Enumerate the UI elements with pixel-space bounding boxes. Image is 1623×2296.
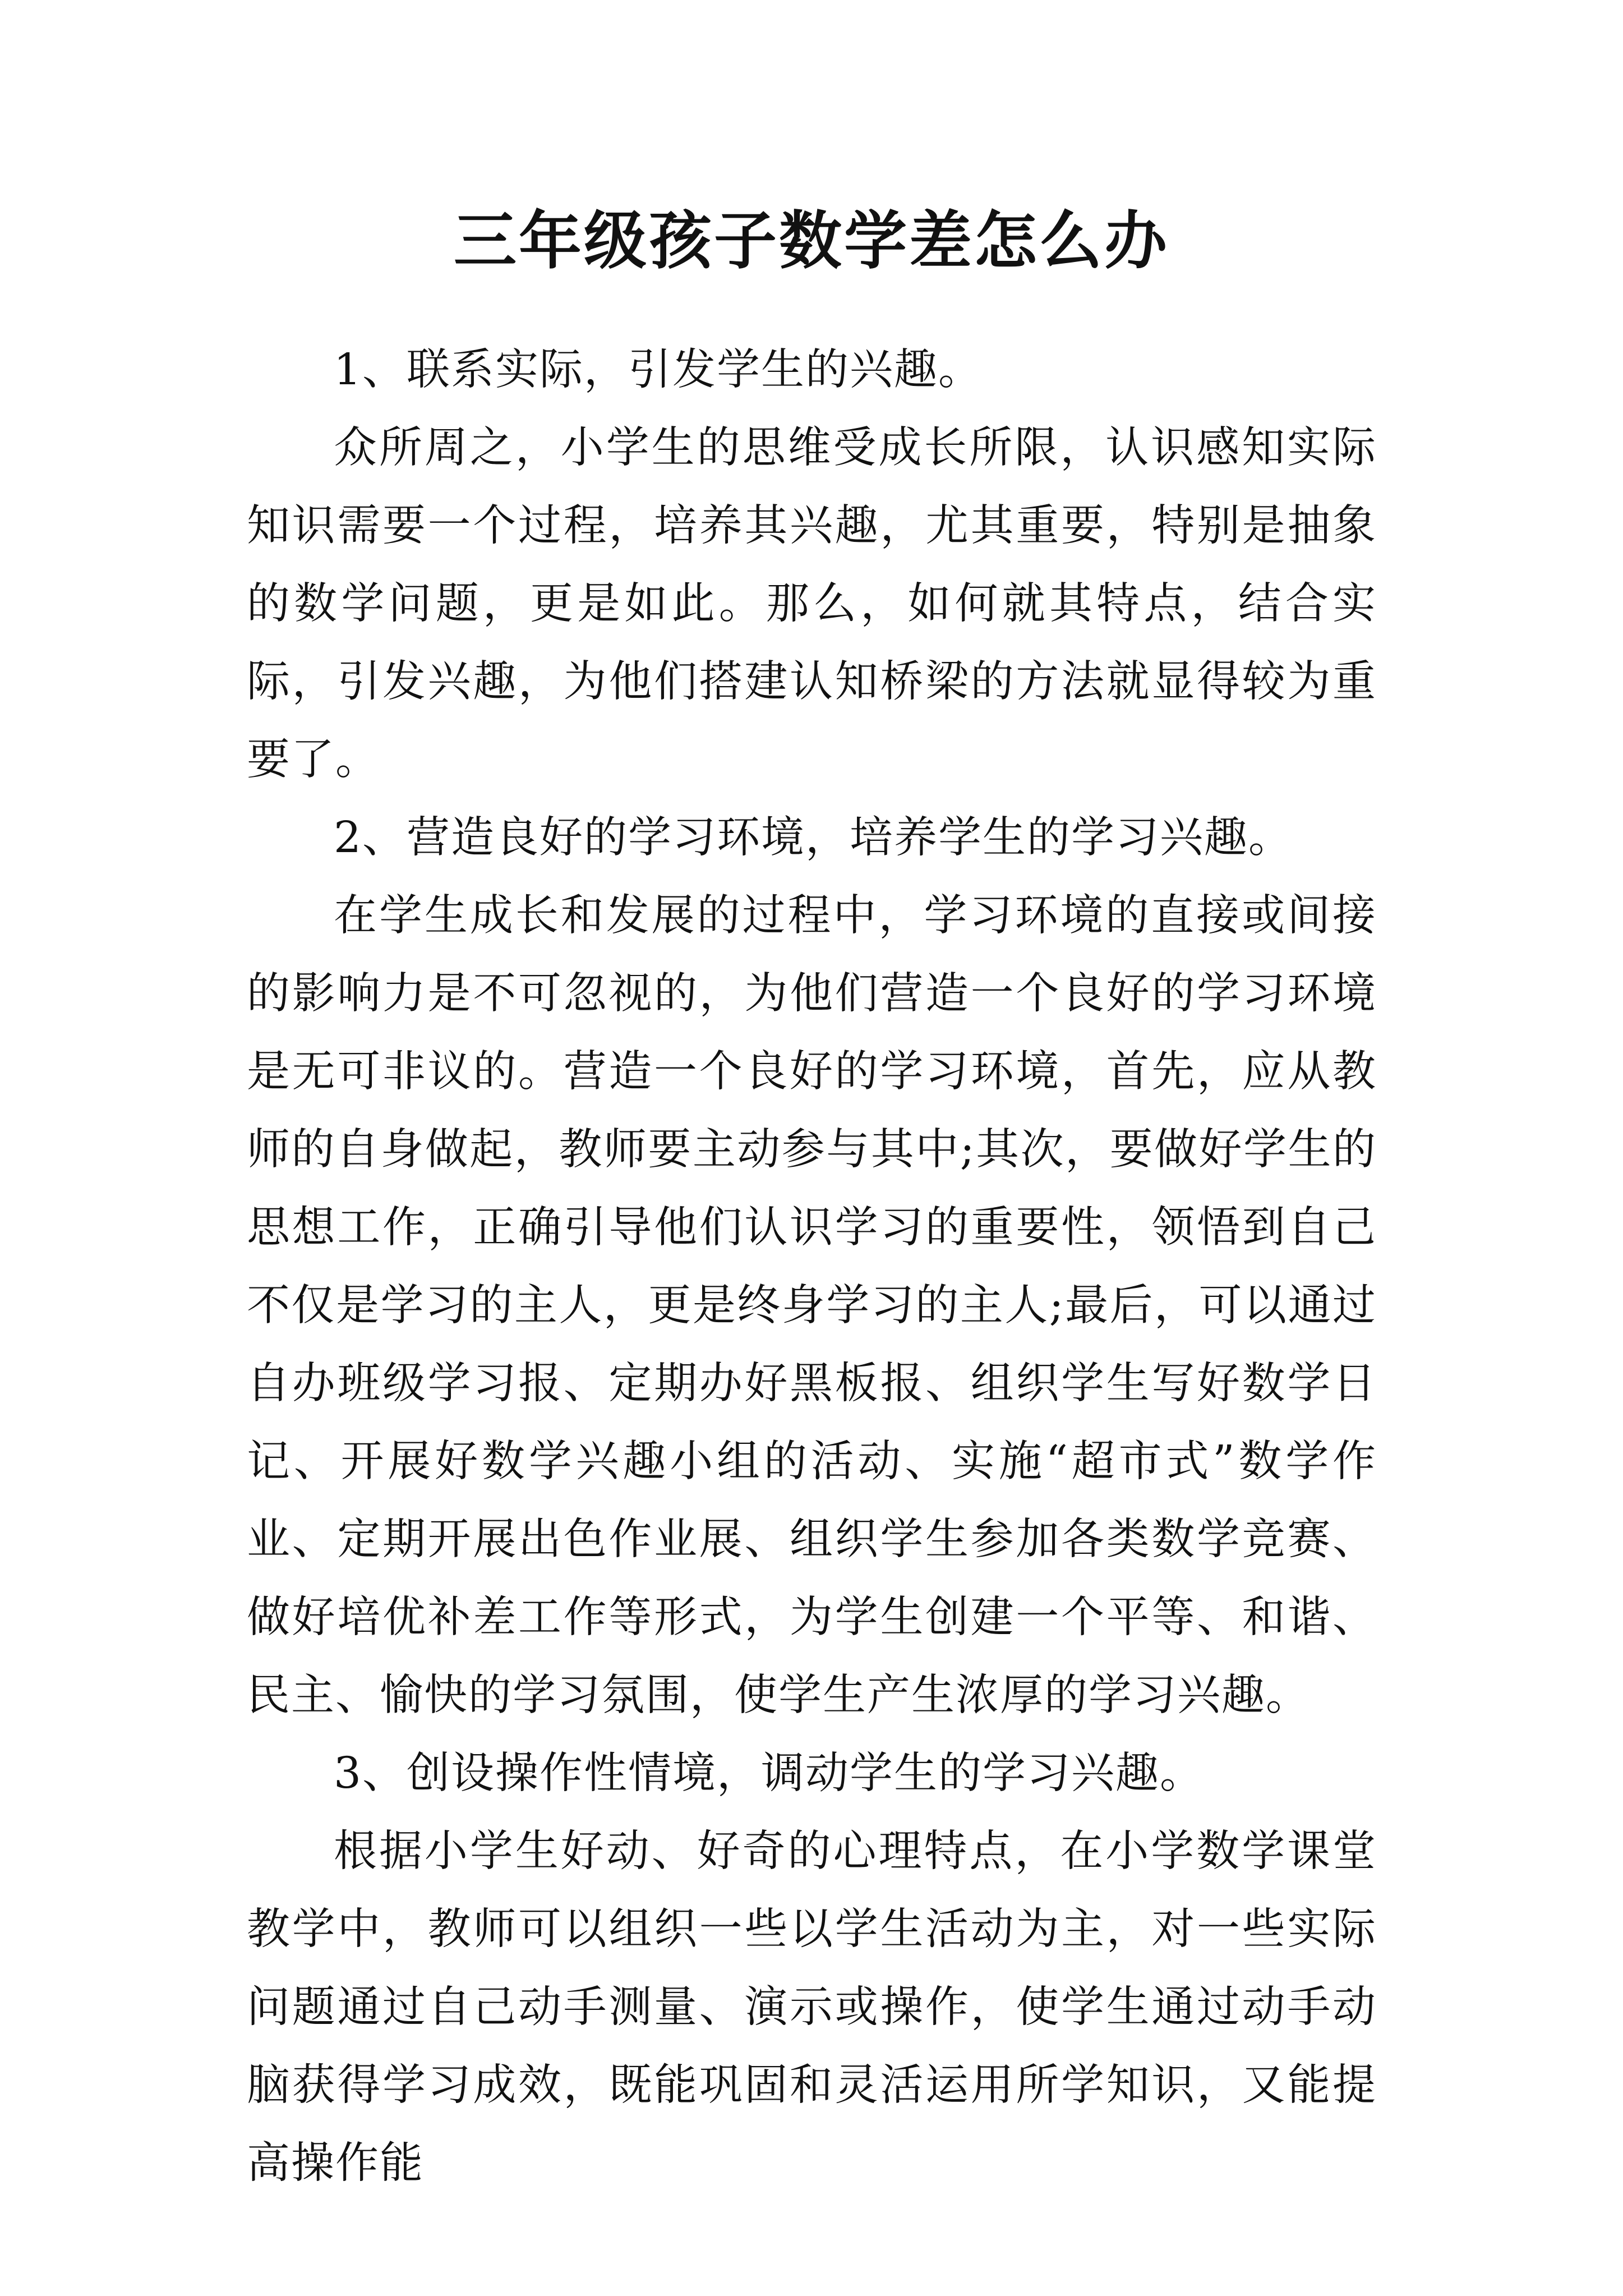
heading-3: 3、创设操作性情境，调动学生的学习兴趣。 <box>334 1749 1204 1798</box>
heading-2: 2、营造良好的学习环境，培养学生的学习兴趣。 <box>334 813 1293 863</box>
heading-1: 1、联系实际，引发学生的兴趣。 <box>334 345 983 395</box>
paragraph-2: 在学生成长和发展的过程中，学习环境的直接或间接的影响力是不可忽视的，为他们营造一个良好的学习环境是无可非议的。营造一个良好的学习环境，首先，应从教师的自身做起，教师要主动参与其中;其次，要做好学生的思想工作，正确引导他们认识学习的重要性，领悟到自己不仅是学习的主人，更是终身学习的主人;最后，可以通过自办班级学习报、定期办好黑板报、组织学生写好数学日记、开展好数学兴趣小组的活动、实施“超市式”数学作业、定期开展出色作业展、组织学生参加各类数学竞赛、做好培优补差工作等形式，为学生创建一个平等、和谐、民主、愉快的学习氛围，使学生产生浓厚的学习兴趣。 <box>247 891 1377 1720</box>
paragraph-1: 众所周之，小学生的思维受成长所限，认识感知实际知识需要一个过程，培养其兴趣，尤其重要，特别是抽象的数学问题，更是如此。那么，如何就其特点，结合实际，引发兴趣，为他们搭建认知桥梁的方法就显得较为重要了。 <box>247 423 1377 785</box>
paragraph-3: 根据小学生好动、好奇的心理特点，在小学数学课堂教学中，教师可以组织一些以学生活动为主，对一些实际问题通过自己动手测量、演示或操作，使学生通过动手动脑获得学习成效，既能巩固和灵活运用所学知识，又能提高操作能 <box>247 1826 1377 2188</box>
document-title: 三年级孩子数学差怎么办 <box>454 204 1169 278</box>
document-body <box>247 331 1377 2202</box>
